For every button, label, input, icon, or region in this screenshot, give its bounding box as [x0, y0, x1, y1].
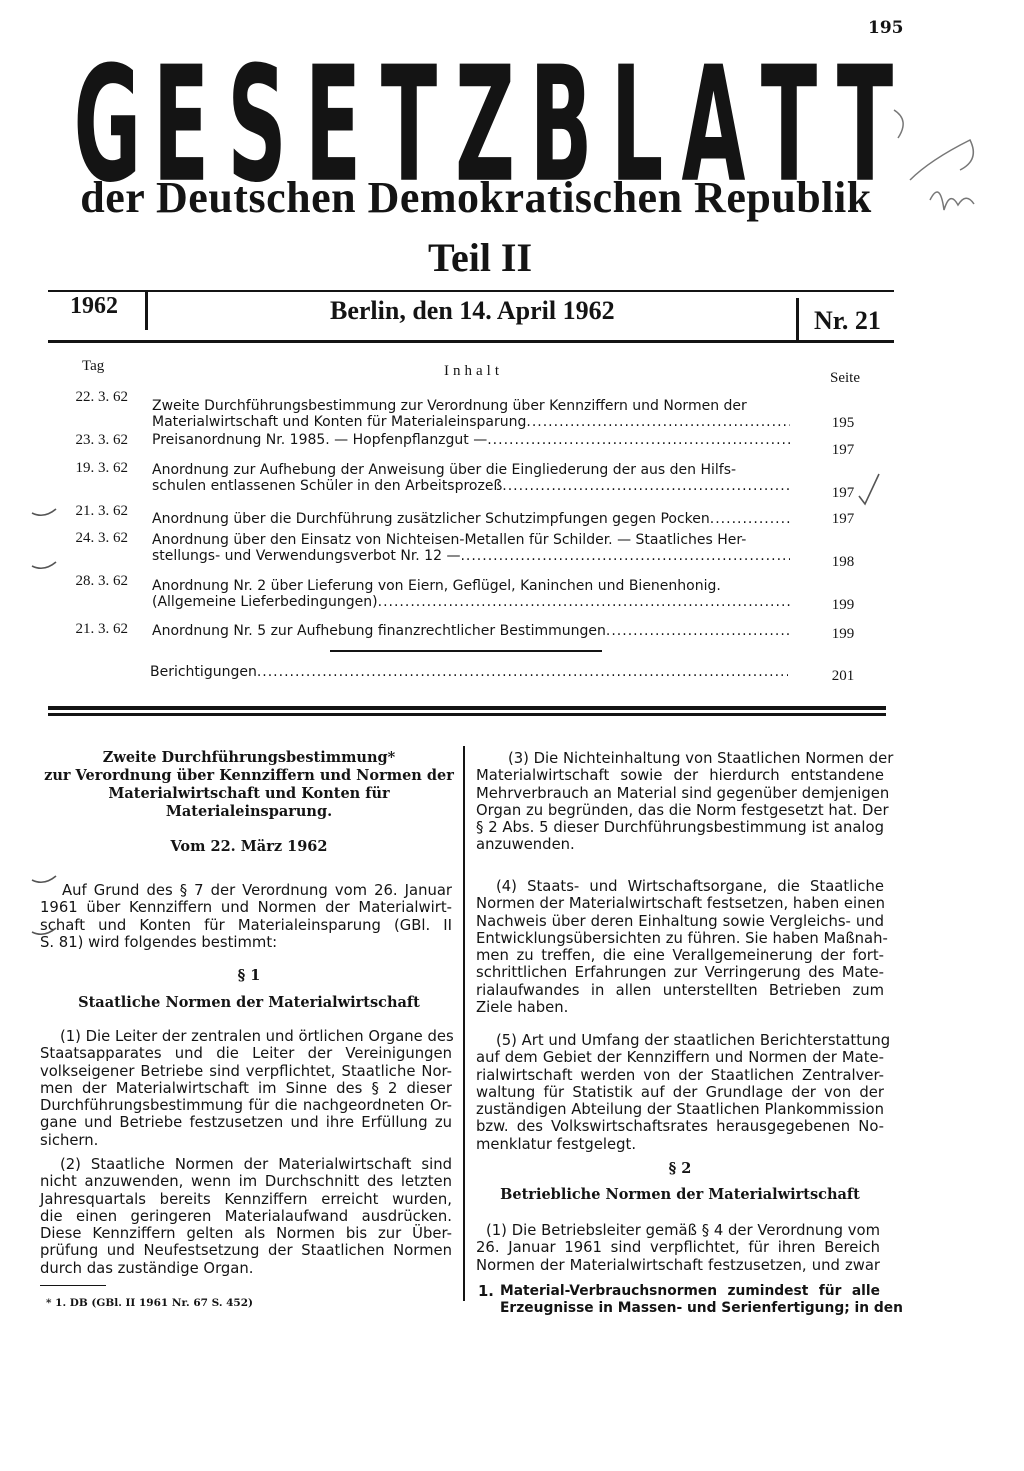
section-rule-thick-2 [48, 713, 886, 716]
pencil-mark-icon [30, 920, 60, 950]
text-line: (2) Staatliche Normen der Materialwirtschaft sind [60, 1156, 452, 1173]
text-line: (3) Die Nichteinhaltung von Staatlichen Normen der [508, 750, 894, 767]
text-line: S. 81) wird folgendes bestimmt: [40, 933, 278, 951]
toc-entry-page: 198 [831, 554, 855, 570]
section-1-title: Staatliche Normen der Materialwirtschaft [78, 994, 420, 1011]
toc-entry-line: Anordnung zur Aufhebung der Anweisung über die Eingliederung der aus den Hilfs- [152, 462, 737, 478]
text-line: Diese Kennziffern gelten als Normen bis zur Über- [40, 1225, 452, 1243]
text-line: nicht anzuwenden, wenn im Durchschnitt des letzten [40, 1173, 452, 1191]
toc-entry-page: 197 [831, 442, 855, 458]
toc-entry-line: Anordnung über den Einsatz von Nichteisen-Metallen für Schilder. — Staatliches Her- [152, 532, 747, 548]
masthead-letter: T [836, 31, 894, 218]
masthead-letter: Z [455, 31, 515, 218]
pencil-mark-icon [30, 866, 60, 896]
regulation-title-line: Materialeinsparung. [165, 803, 333, 820]
toc-entry-line: (Allgemeine Lieferbedingungen) [152, 594, 378, 610]
text-line: Mehrverbrauch an Material sind gegenüber demjenigen [476, 784, 890, 802]
page-number: 195 [868, 18, 904, 38]
text-line: Ziele haben. [476, 999, 569, 1017]
text-line: Material-Verbrauchsnormen zumindest für alle [500, 1283, 880, 1299]
toc-corrections-page: 201 [831, 668, 855, 684]
text-line: zuständigen Abteilung der Staatlichen Plankommission [476, 1101, 884, 1119]
masthead-letter: L [610, 31, 664, 218]
masthead-letter: S [227, 31, 287, 218]
toc-entry-line: Anordnung Nr. 2 über Lieferung von Eiern, Geflügel, Kaninchen und Bienenhonig. [152, 578, 721, 594]
toc-leader-dots [460, 548, 790, 564]
header-bottom-rule [48, 340, 894, 343]
toc-entry-page: 197 [831, 485, 855, 501]
masthead-letter: G [73, 31, 142, 218]
text-line: Erzeugnisse in Massen- und Serienfertigung; in den [500, 1300, 903, 1317]
toc-col-page: Seite [830, 370, 860, 386]
toc-entry-line: Zweite Durchführungsbestimmung zur Verordnung über Kennziffern und Normen der [152, 398, 747, 414]
text-line: schaft und Konten für Materialeinsparung (GBl. II [40, 916, 452, 934]
text-line: § 2 Abs. 5 dieser Durchführungsbestimmung ist analog [476, 819, 884, 837]
toc-col-day: Tag [82, 358, 105, 374]
text-line: durch das zuständige Organ. [40, 1259, 254, 1277]
toc-entry-date: 21. 3. 62 [75, 621, 128, 637]
text-line: 1961 über Kennziffern und Normen der Materialwirt- [40, 899, 452, 917]
text-line: auf dem Gebiet der Kennziffern und Normen der Mate- [476, 1049, 884, 1067]
text-line: prüfung und Neufestsetzung der Staatlichen Normen [40, 1242, 452, 1260]
text-line: (1) Die Betriebsleiter gemäß § 4 der Verordnung vom [486, 1222, 880, 1239]
regulation-date: Vom 22. März 1962 [170, 838, 328, 855]
footnote: * 1. DB (GBl. II 1961 Nr. 67 S. 452) [46, 1297, 254, 1309]
toc-leader-dots [502, 478, 790, 494]
toc-entry-line: Anordnung Nr. 5 zur Aufhebung finanzrechtlicher Bestimmungen [152, 623, 606, 639]
paragraph-1-1 [40, 1028, 452, 1149]
text-line: (5) Art und Umfang der staatlichen Berichterstattung [496, 1032, 891, 1049]
text-line: rialwirtschaft werden von der Staatlichen Zentralver- [476, 1066, 884, 1084]
masthead-letter: T [760, 31, 818, 218]
intro-paragraph [40, 882, 452, 951]
text-line: Staatsapparates und die Leiter der Vereinigungen [40, 1045, 452, 1063]
text-line: Nachweis über deren Einhaltung sowie Vergleichs- und [476, 912, 884, 930]
pencil-mark-icon [30, 550, 60, 580]
masthead-letter: E [304, 31, 362, 218]
paragraph-2-1 [476, 1222, 880, 1274]
header-divider-left [145, 290, 148, 330]
regulation-title-line: Materialwirtschaft und Konten für [108, 785, 390, 802]
column-divider [463, 746, 465, 1301]
text-line: (1) Die Leiter der zentralen und örtlichen Organe des [60, 1028, 454, 1045]
toc-corrections-label: Berichtigungen [150, 664, 257, 680]
text-line: die einen geringeren Materialaufwand ausdrücken. [40, 1207, 452, 1225]
toc-entry-page: 199 [831, 626, 855, 642]
paragraph-1-4 [476, 878, 888, 1017]
item-1-number: 1. [478, 1283, 494, 1300]
issue-number: Nr. 21 [814, 306, 881, 335]
pencil-check-icon [855, 470, 885, 510]
toc-entry-page: 199 [831, 597, 855, 613]
text-line: bzw. des Volkswirtschaftsrates herausgegebenen No- [476, 1118, 884, 1136]
toc-entry-date: 19. 3. 62 [75, 460, 128, 476]
text-line: Auf Grund des § 7 der Verordnung vom 26. Januar [62, 882, 452, 899]
text-line: (4) Staats- und Wirtschaftsorgane, die Staatliche [496, 878, 884, 895]
issue-place-date: Berlin, den 14. April 1962 [330, 296, 615, 325]
text-line: rialaufwandes in allen unterstellten Betrieben zum [476, 981, 884, 999]
masthead-letter: A [681, 31, 746, 218]
text-line: volkseigener Betriebe sind verpflichtet, Staatliche Nor- [40, 1062, 452, 1080]
text-line: anzuwenden. [476, 836, 575, 854]
toc-heading: Inhalt [444, 363, 503, 379]
masthead-part: Teil II [427, 235, 533, 280]
toc-leader-dots [606, 623, 790, 639]
toc-entry-line: Preisanordnung Nr. 1985. — Hopfenpflanzgut — [152, 432, 488, 448]
toc-leader-dots [257, 664, 788, 680]
toc-entry-page: 195 [831, 415, 855, 431]
toc-entry-date: 23. 3. 62 [75, 432, 128, 448]
section-2-title: Betriebliche Normen der Materialwirtschaft [500, 1186, 860, 1203]
toc-leader-dots [710, 511, 790, 527]
item-1-text [500, 1283, 903, 1318]
toc-entry-date: 22. 3. 62 [75, 389, 128, 405]
text-line: sichern. [40, 1131, 99, 1149]
section-1-number: § 1 [237, 967, 261, 984]
text-line: Organ zu begründen, das die Norm festgesetzt hat. Der [476, 801, 889, 819]
footnote-rule [40, 1285, 106, 1286]
toc-entry-line: schulen entlassenen Schüler in den Arbeitsprozeß [152, 478, 503, 494]
paragraph-1-2 [40, 1156, 452, 1277]
text-line: schrittlichen Erfahrungen zur Verringerung des Mate- [476, 964, 884, 982]
toc-entry-date: 21. 3. 62 [75, 503, 128, 519]
text-line: Materialwirtschaft sowie der hierdurch entstandene [476, 767, 884, 785]
masthead-letter: B [529, 31, 593, 218]
masthead-subtitle: der Deutschen Demokratischen Republik [80, 173, 872, 222]
regulation-title [40, 749, 458, 821]
issue-year: 1962 [70, 293, 118, 319]
paragraph-1-5 [476, 1032, 891, 1153]
masthead-letter: E [152, 31, 210, 218]
text-line: waltung für Statistik auf der Grundlage der von der [476, 1083, 884, 1101]
text-line: Entwicklungsübersichten zu führen. Sie haben Maßnah- [476, 929, 888, 947]
masthead-letter: T [380, 31, 438, 218]
text-line: gane und Betriebe festzusetzen und ihre Erfüllung zu [40, 1114, 452, 1132]
text-line: Normen der Materialwirtschaft festzusetzen, und zwar [476, 1256, 880, 1274]
text-line: Jahresquartals bereits Kennziffern erreicht wurden, [40, 1190, 452, 1208]
header-top-rule [48, 290, 894, 292]
pencil-mark-icon [30, 495, 60, 525]
text-line: 26. Januar 1961 sind verpflichtet, für ihren Bereich [476, 1239, 880, 1257]
toc-entry-line: stellungs- und Verwendungsverbot Nr. 12 — [152, 548, 461, 564]
toc-entry-page: 197 [831, 511, 855, 527]
toc-entry-line: Materialwirtschaft und Konten für Materialeinsparung [152, 414, 527, 430]
toc-entry-line: Anordnung über die Durchführung zusätzlicher Schutzimpfungen gegen Pocken [152, 511, 710, 527]
paragraph-1-3 [476, 750, 894, 854]
section-rule-thick-1 [48, 706, 886, 710]
header-divider-right [796, 298, 799, 342]
toc-entry-date: 28. 3. 62 [75, 573, 128, 589]
text-line: men zu treffen, die eine Verallgemeinerung der fort- [476, 947, 884, 965]
text-line: Durchführungsbestimmung für die nachgeordneten Or- [40, 1097, 452, 1115]
regulation-title-line: Zweite Durchführungsbestimmung* [102, 749, 396, 766]
pencil-scribble-icon [870, 100, 990, 230]
toc-leader-dots [487, 432, 790, 448]
toc-separator-rule [330, 650, 602, 652]
toc-entry-date: 24. 3. 62 [75, 530, 128, 546]
text-line: men der Materialwirtschaft im Sinne des § 2 dieser [40, 1079, 452, 1097]
text-line: menklatur festgelegt. [476, 1135, 637, 1153]
regulation-title-line: zur Verordnung über Kennziffern und Normen der [44, 767, 454, 784]
text-line: Normen der Materialwirtschaft festsetzen, haben einen [476, 895, 885, 913]
toc-leader-dots [526, 414, 790, 430]
toc-leader-dots [378, 594, 790, 610]
section-2-number: § 2 [668, 1160, 692, 1177]
